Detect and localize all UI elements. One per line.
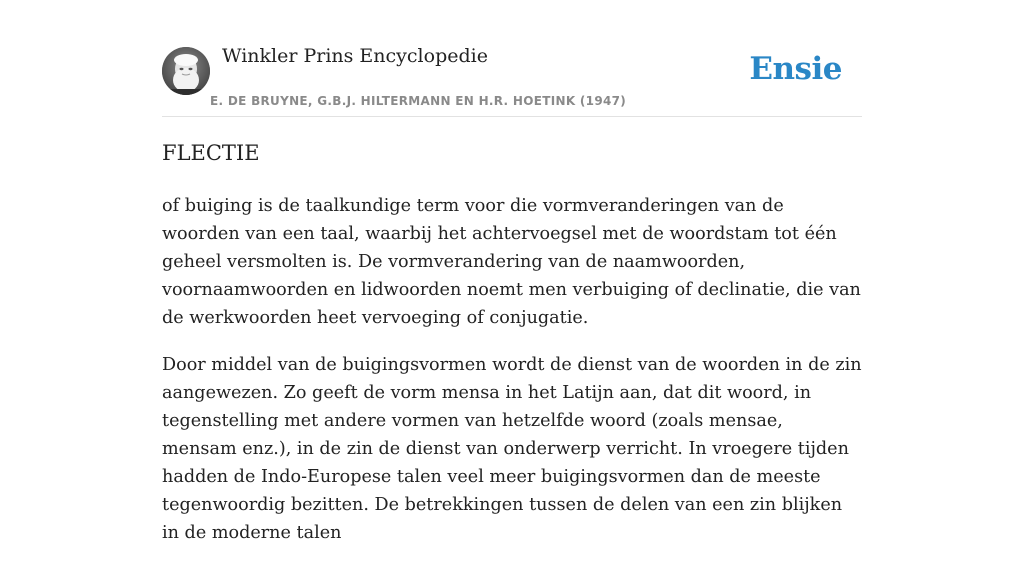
work-authors: E. DE BRUYNE, G.B.J. HILTERMANN EN H.R. HOETINK (1947) [210, 94, 627, 108]
entry-title: FLECTIE [162, 141, 260, 165]
work-title[interactable]: Winkler Prins Encyclopedie [222, 45, 488, 67]
portrait-image [162, 47, 210, 95]
header [162, 0, 862, 117]
entry-paragraph: of buiging is de taalkundige term voor die vormveranderingen van de woorden van een taal, waarbij het achtervoegsel met de woordstam tot één geheel versmolten is. De vormverandering van de naamwoorden, voornaamwoorden en lidwoorden noemt men verbuiging of declinatie, die van de werkwoorden heet vervoeging of conjugatie. [162, 196, 861, 328]
page [162, 0, 862, 543]
brand-logo-link[interactable]: Ensie [749, 51, 842, 87]
entry-body [162, 192, 862, 566]
entry-paragraph: Door middel van de buigingsvormen wordt de dienst van de woorden in de zin aangewezen. Zo geeft de vorm mensa in het Latijn aan, dat dit woord, in tegenstelling met andere vormen van hetzelfde woord (zoals mensae, mensam enz.), in de zin de dienst van onderwerp verricht. In vroegere tijden hadden de Indo-Europese talen veel meer buigingsvormen dan de meeste tegenwoordig bezitten. De betrekkingen tussen de delen van een zin blijken in de moderne talen [162, 355, 862, 543]
author-portrait-icon[interactable] [162, 47, 210, 95]
